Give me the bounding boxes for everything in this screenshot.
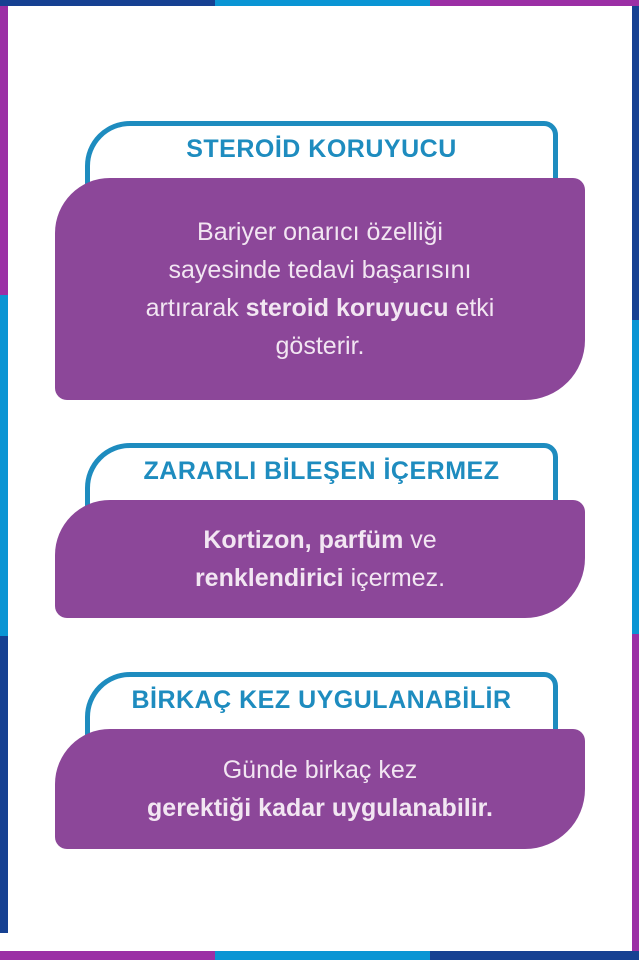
body-line [276, 327, 365, 365]
edge-accent-left-magenta [0, 6, 8, 295]
body-text: gösterir. [275, 332, 365, 360]
body-line [197, 213, 443, 251]
card-multiple-applications [55, 672, 585, 848]
edge-accent-left-cyan [0, 295, 8, 636]
body-line [169, 251, 472, 289]
edge-accent-top-cyan [215, 0, 430, 6]
edge-accent-bottom-magenta [0, 951, 215, 960]
edge-accent-right-navy [632, 6, 639, 320]
edge-accent-top-navy [0, 0, 215, 6]
body-text: ve [403, 526, 437, 554]
body-line [147, 789, 493, 827]
card-title: ZARARLI BİLEŞEN İÇERMEZ [143, 457, 500, 485]
edge-accent-bottom-cyan [215, 951, 430, 960]
body-text: içermez. [343, 564, 446, 592]
body-line [146, 289, 495, 327]
card-body [55, 178, 585, 400]
body-line [223, 751, 418, 789]
card-title: STEROİD KORUYUCU [186, 135, 457, 163]
card-body [55, 729, 585, 849]
edge-accent-bottom-navy [430, 951, 639, 960]
body-text-bold: gerektiği kadar uygulanabilir. [147, 794, 493, 822]
body-text-bold: Kortizon, parfüm [203, 526, 404, 554]
body-line [195, 559, 445, 597]
edge-accent-right-magenta [632, 634, 639, 951]
card-steroid-protective [55, 121, 585, 400]
card-body [55, 500, 585, 618]
body-text-bold: steroid koruyucu [245, 294, 449, 322]
body-line [203, 521, 436, 559]
body-text: Günde birkaç kez [222, 756, 418, 784]
body-text-bold: renklendirici [194, 564, 344, 592]
card-title: BİRKAÇ KEZ UYGULANABİLİR [131, 686, 512, 714]
edge-accent-left-navy [0, 636, 8, 933]
body-text: sayesinde tedavi başarısını [168, 256, 472, 284]
body-text: artırarak [145, 294, 246, 322]
edge-accent-top-magenta [430, 0, 639, 6]
card-no-harmful-ingredients [55, 443, 585, 618]
body-text: etki [448, 294, 495, 322]
body-text: Bariyer onarıcı özelliği [197, 218, 443, 246]
edge-accent-right-cyan [632, 320, 639, 634]
